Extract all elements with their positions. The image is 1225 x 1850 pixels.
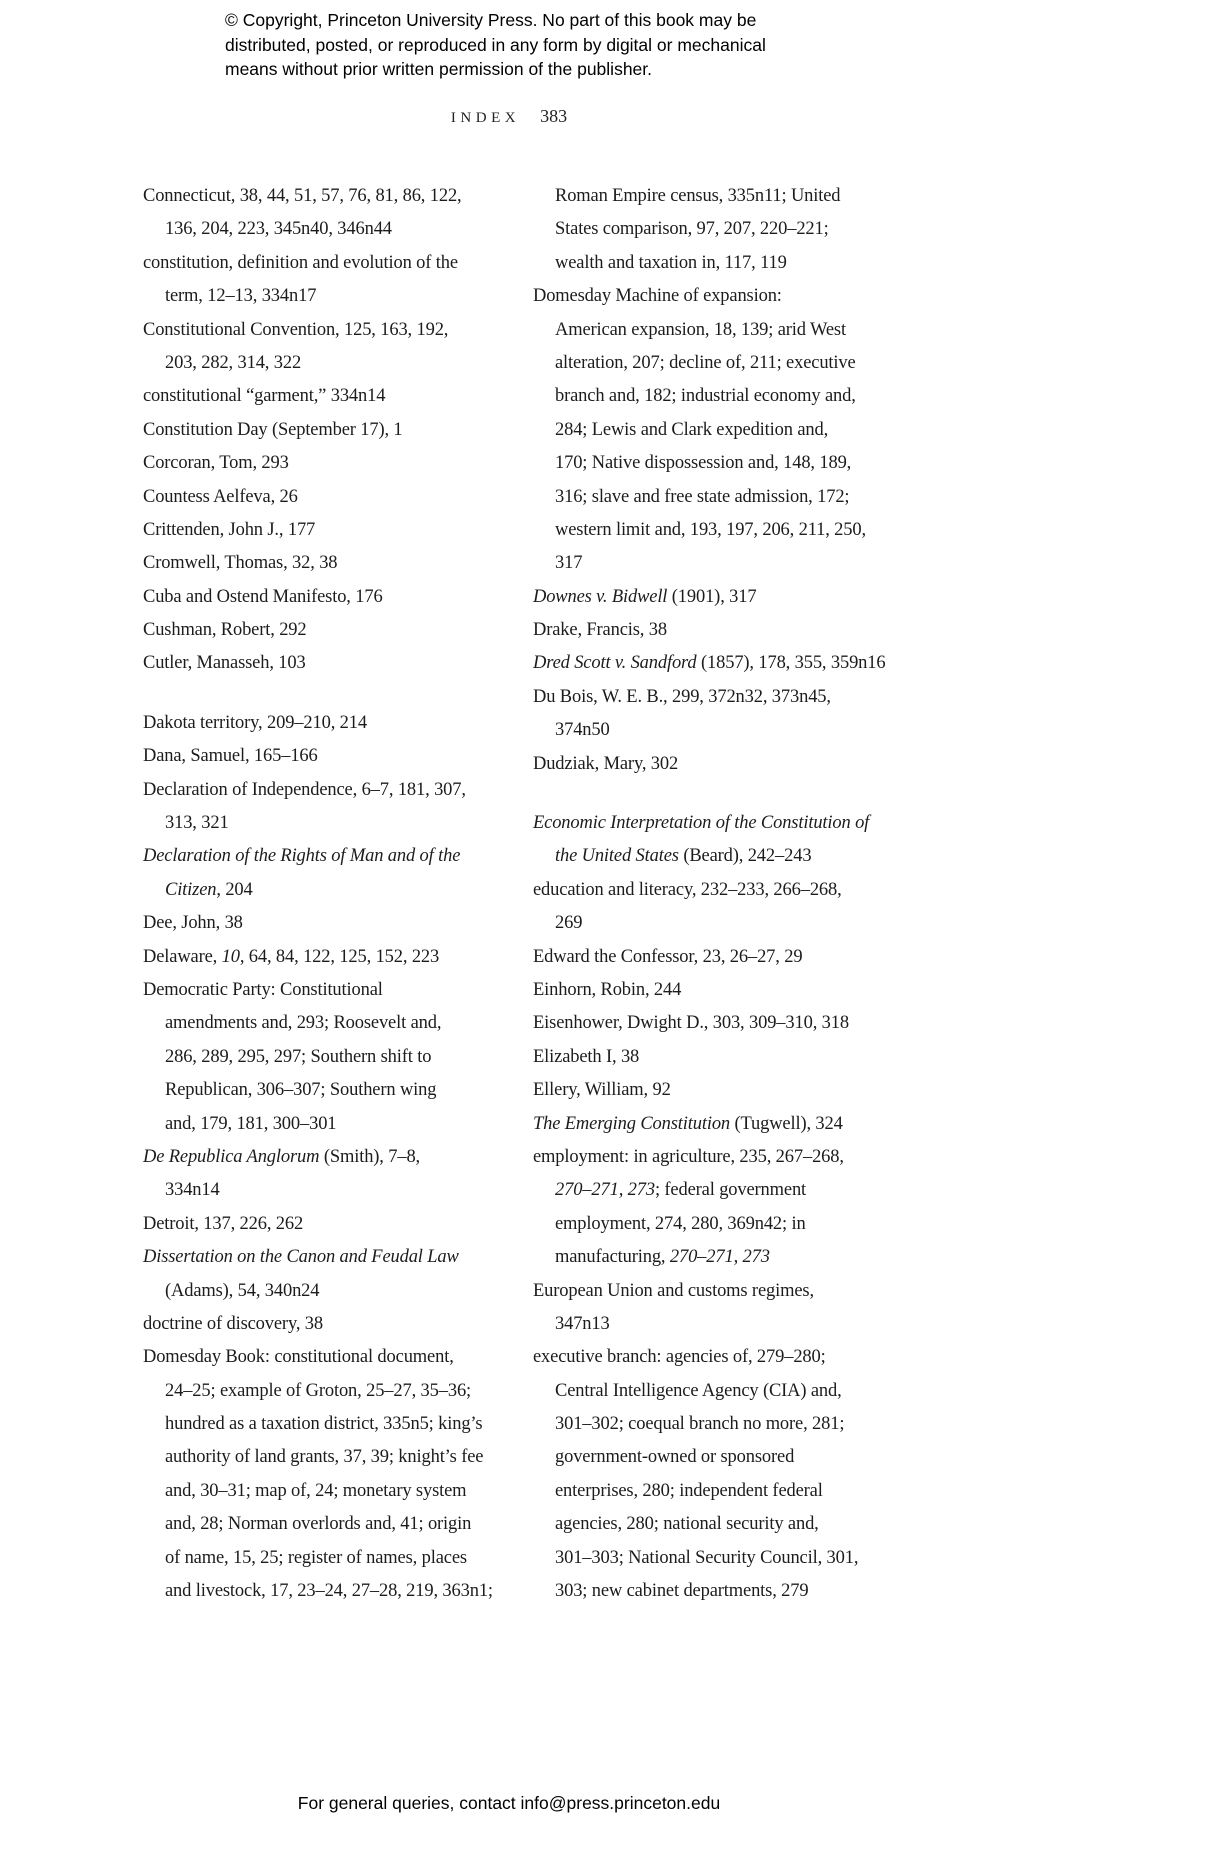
index-line bbox=[533, 247, 878, 280]
copyright-notice bbox=[225, 8, 865, 82]
index-line-text: Domesday Book: constitutional document, bbox=[143, 1347, 454, 1368]
index-line bbox=[533, 974, 878, 1007]
index-line bbox=[143, 547, 483, 580]
index-line-italic-text: 10 bbox=[221, 946, 240, 967]
index-line-italic-text: Downes v. Bidwell bbox=[533, 586, 668, 607]
index-line-text: Republican, 306–307; Southern wing bbox=[165, 1080, 437, 1101]
copyright-line: means without prior written permission of the publisher. bbox=[225, 59, 653, 79]
index-line bbox=[533, 1275, 878, 1308]
footer-contact: For general queries, contact info@press.princeton.edu bbox=[297, 1793, 721, 1813]
index-line bbox=[533, 1408, 878, 1441]
index-line-text: amendments and, 293; Roosevelt and, bbox=[165, 1013, 442, 1034]
index-line-text: and, 28; Norman overlords and, 41; origin bbox=[165, 1514, 472, 1535]
index-line bbox=[143, 874, 483, 907]
index-line-text: Eisenhower, Dwight D., 303, 309–310, 318 bbox=[533, 1013, 849, 1034]
index-line-text: Cuba and Ostend Manifesto, 176 bbox=[143, 586, 383, 607]
index-line-text: 24–25; example of Groton, 25–27, 35–36; bbox=[165, 1380, 472, 1401]
index-line-text: Crittenden, John J., 177 bbox=[143, 519, 316, 540]
index-line bbox=[533, 907, 878, 940]
index-line bbox=[143, 1241, 483, 1274]
index-line-text: Central Intelligence Agency (CIA) and, bbox=[555, 1380, 842, 1401]
index-line-text: authority of land grants, 37, 39; knight’s fee bbox=[165, 1447, 484, 1468]
index-line-text: executive branch: agencies of, 279–280; bbox=[533, 1347, 826, 1368]
index-line bbox=[533, 1575, 878, 1608]
index-line bbox=[533, 314, 878, 347]
index-line-text: American expansion, 18, 139; arid West bbox=[555, 319, 846, 340]
index-line bbox=[143, 1375, 483, 1408]
index-line-italic-text: Dred Scott v. Sandford bbox=[533, 653, 697, 674]
index-line bbox=[533, 280, 878, 313]
page-title: INDEX bbox=[450, 110, 521, 126]
index-line bbox=[143, 314, 483, 347]
index-line bbox=[533, 1341, 878, 1374]
index-line-text: agencies, 280; national security and, bbox=[555, 1514, 819, 1535]
index-line-text: Democratic Party: Constitutional bbox=[143, 979, 383, 1000]
index-line bbox=[533, 380, 878, 413]
index-line-text: 203, 282, 314, 322 bbox=[165, 352, 302, 373]
index-line-text: Declaration of Independence, 6–7, 181, 307, bbox=[143, 779, 466, 800]
index-line bbox=[533, 1208, 878, 1241]
index-line-text: (Beard), 242–243 bbox=[678, 846, 812, 867]
index-line bbox=[143, 1542, 483, 1575]
page-number: 383 bbox=[540, 106, 568, 126]
index-line bbox=[533, 1308, 878, 1341]
index-line-text: Dakota territory, 209–210, 214 bbox=[143, 712, 367, 733]
index-line-text: 286, 289, 295, 297; Southern shift to bbox=[165, 1046, 432, 1067]
index-line bbox=[143, 481, 483, 514]
index-line-text: 301–302; coequal branch no more, 281; bbox=[555, 1414, 845, 1435]
index-line-text: Dana, Samuel, 165–166 bbox=[143, 746, 318, 767]
index-line-italic-text: Dissertation on the Canon and Feudal Law bbox=[143, 1247, 459, 1268]
index-line-text: branch and, 182; industrial economy and, bbox=[555, 386, 856, 407]
index-line bbox=[533, 941, 878, 974]
index-line-text: 313, 321 bbox=[165, 813, 229, 834]
index-line-italic-text: Economic Interpretation of the Constitution of bbox=[533, 813, 870, 834]
index-line-italic-text: 270–271, 273 bbox=[669, 1247, 770, 1268]
index-line bbox=[143, 1275, 483, 1308]
index-line-text: Du Bois, W. E. B., 299, 372n32, 373n45, bbox=[533, 686, 831, 707]
index-line bbox=[533, 647, 886, 680]
index-line-text: Delaware, bbox=[143, 946, 222, 967]
copyright-line: © Copyright, Princeton University Press. No part of this book may be bbox=[225, 10, 757, 30]
index-line bbox=[143, 347, 483, 380]
index-line bbox=[143, 1208, 483, 1241]
index-line bbox=[143, 774, 483, 807]
index-line bbox=[143, 1475, 483, 1508]
index-line-text: Cutler, Manasseh, 103 bbox=[143, 653, 306, 674]
index-line-text: hundred as a taxation district, 335n5; king’s bbox=[165, 1414, 483, 1435]
index-line-text: Roman Empire census, 335n11; United bbox=[555, 186, 841, 206]
index-line-text: 316; slave and free state admission, 172; bbox=[555, 486, 850, 507]
index-line-text: 317 bbox=[555, 553, 583, 574]
index-line-text: education and literacy, 232–233, 266–268, bbox=[533, 879, 842, 900]
index-line bbox=[533, 581, 878, 614]
index-line-text: Ellery, William, 92 bbox=[533, 1080, 671, 1101]
index-line-text: Dee, John, 38 bbox=[143, 913, 243, 934]
index-line bbox=[143, 974, 483, 1007]
index-line-text: Edward the Confessor, 23, 26–27, 29 bbox=[533, 946, 803, 967]
index-line-text: States comparison, 97, 207, 220–221; bbox=[555, 219, 829, 240]
index-line bbox=[143, 414, 483, 447]
index-line bbox=[533, 1375, 878, 1408]
index-line bbox=[143, 1508, 483, 1541]
index-line-text: , 204 bbox=[216, 879, 253, 900]
index-line bbox=[143, 807, 483, 840]
index-line bbox=[143, 941, 483, 974]
index-line bbox=[533, 481, 878, 514]
index-line-text: Dudziak, Mary, 302 bbox=[533, 753, 679, 774]
index-line-text: 334n14 bbox=[165, 1180, 220, 1201]
index-line bbox=[143, 514, 483, 547]
index-line-text: 170; Native dispossession and, 148, 189, bbox=[555, 453, 852, 474]
index-line-text: and, 179, 181, 300–301 bbox=[165, 1113, 337, 1134]
index-line bbox=[533, 447, 878, 480]
index-line-text: and livestock, 17, 23–24, 27–28, 219, 363n1; bbox=[165, 1581, 493, 1602]
index-line bbox=[143, 180, 483, 213]
index-line-text: (1857), 178, 355, 359n16 bbox=[696, 653, 886, 674]
index-line bbox=[143, 614, 483, 647]
index-line bbox=[143, 707, 483, 740]
index-line-text: Detroit, 137, 226, 262 bbox=[143, 1213, 304, 1234]
page-header bbox=[143, 106, 875, 127]
index-line-italic-text: De Republica Anglorum bbox=[143, 1146, 320, 1167]
index-line-text: (1901), 317 bbox=[667, 586, 757, 607]
index-line bbox=[533, 347, 878, 380]
index-line-text: Cromwell, Thomas, 32, 38 bbox=[143, 553, 338, 574]
index-line-text: (Tugwell), 324 bbox=[730, 1113, 843, 1134]
index-line-text: Elizabeth I, 38 bbox=[533, 1046, 640, 1067]
index-line bbox=[533, 1007, 878, 1040]
index-line bbox=[143, 1007, 483, 1040]
index-line bbox=[533, 807, 878, 840]
index-line bbox=[143, 1408, 483, 1441]
index-line bbox=[143, 380, 483, 413]
index-line bbox=[143, 1575, 493, 1608]
index-line bbox=[143, 581, 483, 614]
index-line-text: 284; Lewis and Clark expedition and, bbox=[555, 419, 829, 440]
index-line bbox=[533, 1441, 878, 1474]
index-line bbox=[143, 1441, 483, 1474]
index-line-text: Constitutional Convention, 125, 163, 192, bbox=[143, 319, 449, 340]
index-line bbox=[143, 740, 483, 773]
index-line bbox=[533, 840, 878, 873]
index-line bbox=[533, 1041, 878, 1074]
index-line-text: western limit and, 193, 197, 206, 211, 250, bbox=[555, 519, 866, 540]
index-line-text: wealth and taxation in, 117, 119 bbox=[555, 252, 787, 273]
index-line-text: European Union and customs regimes, bbox=[533, 1280, 814, 1301]
index-line bbox=[533, 1074, 878, 1107]
index-line bbox=[143, 1108, 483, 1141]
index-line bbox=[143, 1074, 483, 1107]
index-line bbox=[533, 213, 878, 246]
index-line bbox=[533, 1241, 878, 1274]
index-line bbox=[533, 1141, 878, 1174]
index-line bbox=[533, 1475, 878, 1508]
index-line bbox=[143, 213, 483, 246]
index-line bbox=[143, 1041, 483, 1074]
index-line bbox=[143, 447, 483, 480]
index-line-text: Drake, Francis, 38 bbox=[533, 620, 667, 641]
index-line-text: ; federal government bbox=[654, 1180, 807, 1201]
index-line-text: Einhorn, Robin, 244 bbox=[533, 979, 682, 1000]
index-line bbox=[143, 647, 483, 680]
index-line bbox=[533, 1508, 878, 1541]
index-line-text: constitutional “garment,” 334n14 bbox=[143, 386, 386, 407]
index-line-italic-text: Declaration of the Rights of Man and of the bbox=[143, 846, 461, 867]
index-line bbox=[143, 840, 483, 873]
index-line-text: 136, 204, 223, 345n40, 346n44 bbox=[165, 219, 392, 240]
index-line-text: enterprises, 280; independent federal bbox=[555, 1480, 823, 1501]
copyright-line: distributed, posted, or reproduced in any form by digital or mechanical bbox=[225, 34, 766, 55]
index-line-text: 303; new cabinet departments, 279 bbox=[555, 1581, 809, 1602]
index-line-text: , 64, 84, 122, 125, 152, 223 bbox=[239, 946, 440, 967]
index-line bbox=[533, 180, 878, 213]
index-line-text: term, 12–13, 334n17 bbox=[165, 286, 317, 307]
index-line-text: Constitution Day (September 17), 1 bbox=[143, 419, 403, 440]
index-line-text: employment, 274, 280, 369n42; in bbox=[555, 1213, 806, 1234]
index-line-italic-text: The Emerging Constitution bbox=[533, 1113, 731, 1134]
index-line-text: (Smith), 7–8, bbox=[319, 1146, 421, 1167]
index-line-text: 301–303; National Security Council, 301, bbox=[555, 1547, 859, 1568]
index-line bbox=[533, 681, 878, 714]
index-line bbox=[143, 247, 483, 280]
index-line bbox=[143, 1141, 483, 1174]
index-line-text: 347n13 bbox=[555, 1313, 610, 1334]
index-line bbox=[533, 748, 878, 781]
index-line-text: of name, 15, 25; register of names, places bbox=[165, 1547, 467, 1568]
index-line-text: doctrine of discovery, 38 bbox=[143, 1313, 323, 1334]
index-line-text: alteration, 207; decline of, 211; executive bbox=[555, 352, 856, 373]
index-line-text: Domesday Machine of expansion: bbox=[533, 286, 782, 307]
index-line-italic-text: Citizen bbox=[165, 879, 217, 900]
index-line-text: (Adams), 54, 340n24 bbox=[165, 1280, 320, 1301]
index-line bbox=[533, 714, 878, 747]
index-line bbox=[533, 1108, 878, 1141]
index-line-text: constitution, definition and evolution of the bbox=[143, 252, 458, 273]
index-line-text: government-owned or sponsored bbox=[555, 1447, 795, 1468]
index-line bbox=[143, 1174, 483, 1207]
index-line-text: Connecticut, 38, 44, 51, 57, 76, 81, 86, 122, bbox=[143, 186, 462, 206]
index-line bbox=[533, 1174, 878, 1207]
index-line bbox=[533, 514, 878, 547]
index-line-italic-text: the United States bbox=[555, 846, 679, 867]
index-line-text: and, 30–31; map of, 24; monetary system bbox=[165, 1480, 467, 1501]
index-line-italic-text: 270–271, 273 bbox=[555, 1180, 655, 1201]
index-line-text: Countess Aelfeva, 26 bbox=[143, 486, 298, 507]
index-line-text: 374n50 bbox=[555, 720, 610, 741]
index-line bbox=[143, 280, 483, 313]
index-line bbox=[533, 874, 878, 907]
index-line bbox=[533, 1542, 878, 1575]
index-line-text: Cushman, Robert, 292 bbox=[143, 620, 307, 641]
index-line bbox=[143, 907, 483, 940]
index-line bbox=[143, 1341, 483, 1374]
index-line bbox=[533, 614, 878, 647]
index-line bbox=[533, 547, 878, 580]
index-line-text: 269 bbox=[555, 913, 583, 934]
index-line-text: manufacturing, bbox=[555, 1247, 670, 1268]
index-line-text: employment: in agriculture, 235, 267–268, bbox=[533, 1146, 844, 1167]
index-line-text: Corcoran, Tom, 293 bbox=[143, 453, 289, 474]
index-line bbox=[533, 414, 878, 447]
index-right-column bbox=[533, 180, 886, 1608]
index-left-column bbox=[143, 180, 493, 1608]
index-line bbox=[143, 1308, 483, 1341]
